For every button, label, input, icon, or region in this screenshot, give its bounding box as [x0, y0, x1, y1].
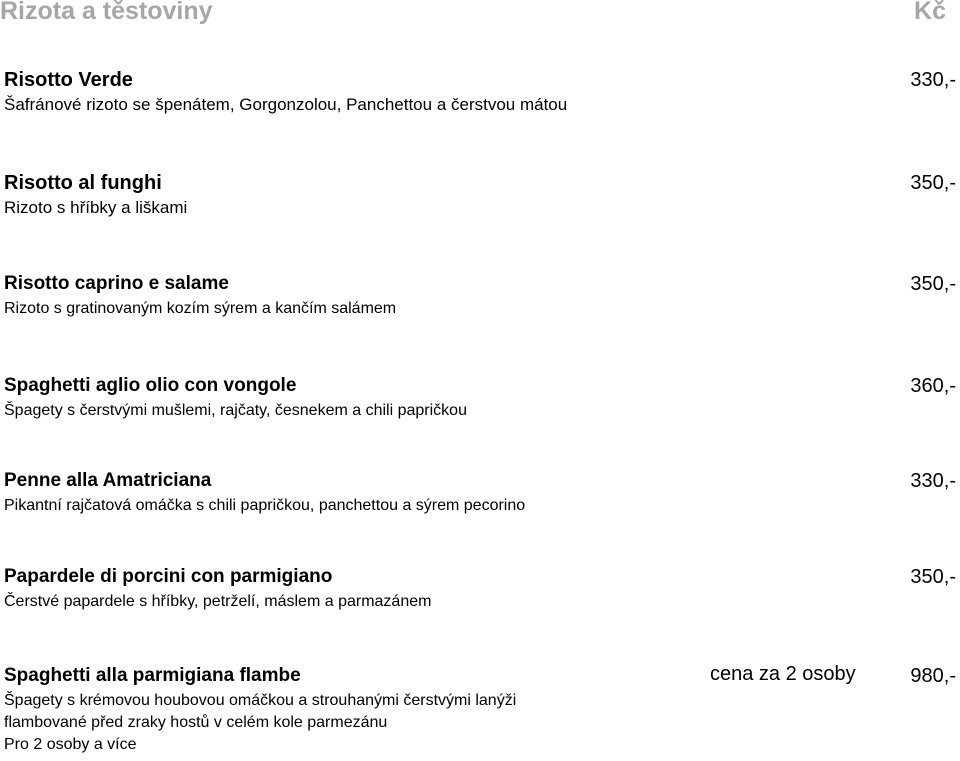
description-line: Rizoto s gratinovaným kozím sýrem a kančím salámem: [4, 300, 397, 317]
currency-label: Kč: [914, 0, 946, 25]
description-line: Šafránové rizoto se špenátem, Gorgonzolou, Panchettou a čerstvou mátou: [4, 95, 568, 114]
menu-item-description: [4, 95, 567, 117]
menu-item-description: [4, 592, 431, 614]
menu-item-price: 350,-: [910, 273, 956, 295]
menu-item-description: [4, 198, 187, 220]
section-title: Rizota a těstoviny: [0, 0, 213, 25]
description-line: Rizoto s hříbky a liškami: [4, 198, 188, 217]
description-line: Pikantní rajčatová omáčka s chili papričkou, panchettou a sýrem pecorino: [4, 497, 526, 514]
menu-item-description: [4, 299, 396, 321]
menu-item-name: Risotto al funghi: [4, 172, 162, 194]
menu-item-price: 350,-: [910, 172, 956, 194]
menu-item-price: 980,-: [910, 665, 956, 687]
menu-section-header: [0, 0, 960, 30]
menu-item-name: Risotto Verde: [4, 69, 133, 91]
menu-item-name: Penne alla Amatriciana: [4, 470, 212, 491]
menu-item-description: [4, 401, 467, 423]
menu-item-note: cena za 2 osoby: [710, 663, 856, 685]
menu-item-name: Spaghetti aglio olio con vongole: [4, 375, 297, 396]
description-line: flambované před zraky hostů v celém kole parmezánu: [4, 714, 388, 731]
description-line: Špagety s čerstvými mušlemi, rajčaty, česnekem a chili papričkou: [4, 402, 467, 419]
menu-item-price: 350,-: [910, 566, 956, 588]
menu-item-description: [4, 496, 525, 518]
menu-item-name: Risotto caprino e salame: [4, 273, 229, 294]
description-line: Špagety s krémovou houbovou omáčkou a strouhanými čerstvými lanýži: [4, 692, 517, 709]
menu-item-name: Spaghetti alla parmigiana flambe: [4, 665, 301, 686]
menu-item-name: Papardele di porcini con parmigiano: [4, 566, 333, 587]
menu-item-price: 360,-: [910, 375, 956, 397]
menu-item-price: 330,-: [910, 470, 956, 492]
description-line: Čerstvé papardele s hříbky, petrželí, máslem a parmazánem: [4, 593, 432, 610]
description-line: Pro 2 osoby a více: [4, 736, 137, 753]
menu-item-description: [4, 691, 516, 757]
menu-item-price: 330,-: [910, 69, 956, 91]
